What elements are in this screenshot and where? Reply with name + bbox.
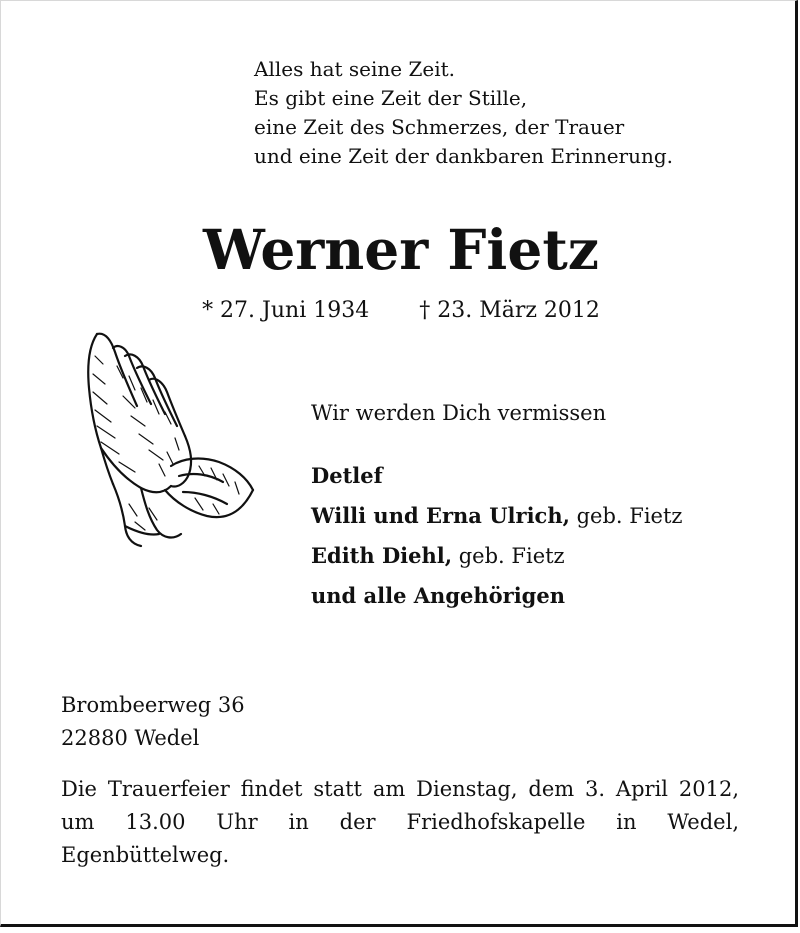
funeral-service-text: Die Trauerfeier findet statt am Dienstag, dem 3. April 2012, um 13.00 Uhr in der Friedhofskapelle in Wedel, Egenbüttelweg.: [61, 777, 739, 867]
birth-date: * 27. Juni 1934: [202, 298, 370, 323]
life-dates: [1, 295, 800, 327]
poem: [254, 55, 673, 171]
mourning-phrase: Wir werden Dich vermissen: [311, 401, 607, 425]
mourner-line: [311, 496, 682, 536]
mourner-note: geb. Fietz: [452, 544, 565, 568]
mourner-note: geb. Fietz: [569, 504, 683, 528]
mourner-line: [311, 536, 682, 576]
mourner-line: [311, 456, 682, 496]
poem-line: und eine Zeit der dankbaren Erinnerung.: [254, 144, 674, 168]
mourners-list: [311, 456, 682, 616]
mourner-line: [311, 576, 682, 616]
address-city: 22880 Wedel: [61, 726, 200, 750]
mourner-name: Detlef: [311, 463, 383, 488]
deceased-name: Werner Fietz: [203, 217, 599, 282]
poem-line: eine Zeit des Schmerzes, der Trauer: [254, 115, 625, 139]
address: [61, 689, 245, 755]
poem-line: Alles hat seine Zeit.: [254, 57, 455, 81]
mourner-name: und alle Angehörigen: [311, 583, 565, 608]
mourner-name: Edith Diehl,: [311, 543, 453, 568]
poem-line: Es gibt eine Zeit der Stille,: [254, 86, 528, 110]
mourner-name: Willi und Erna Ulrich,: [311, 503, 570, 528]
address-street: Brombeerweg 36: [61, 693, 245, 717]
praying-hands-icon: [79, 326, 257, 548]
death-date: † 23. März 2012: [419, 298, 600, 323]
